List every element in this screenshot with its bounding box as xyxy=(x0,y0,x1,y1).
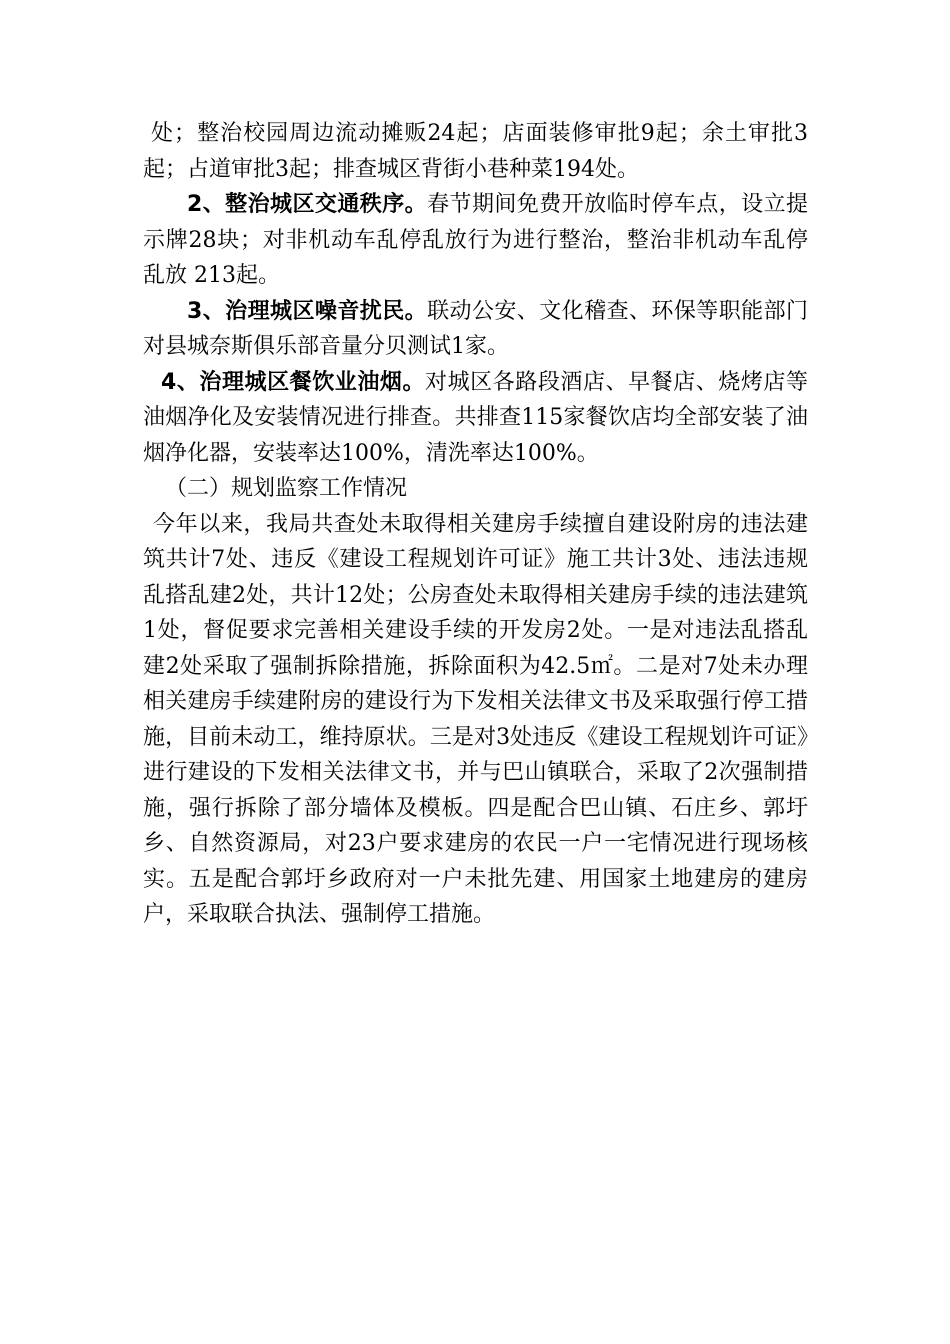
section-title xyxy=(143,471,808,507)
section-title-text: （二）规划监察工作情况 xyxy=(165,476,408,501)
paragraph-heading: 2、整治城区交通秩序。 xyxy=(187,192,428,217)
paragraph-text: 春节期间免费开放临时停车点，设立提示牌28块；对非机动车乱停乱放行为进行整治，整治非机动车乱停乱放 213起。 xyxy=(143,192,808,288)
paragraph-planning-supervision xyxy=(143,507,808,933)
paragraph-continued xyxy=(143,116,808,187)
paragraph-oil-fume xyxy=(143,365,808,472)
paragraph-noise xyxy=(143,294,808,365)
paragraph-text: 处；整治校园周边流动摊贩24起；店面装修审批9起；余土审批3起；占道审批3起；排查城区背街小巷种菜194处。 xyxy=(143,121,808,182)
paragraph-heading: 3、治理城区噪音扰民。 xyxy=(187,298,428,324)
paragraph-text: 今年以来，我局共查处未取得相关建房手续擅自建设附房的违法建筑共计7处、违反《建设工程规划许可证》施工共计3处、违法违规乱搭乱建2处，共计12处；公房查处未取得相关建房手续的违法建筑1处，督促要求完善相关建设手续的开发房2处。一是对违法乱搭乱建2处采取了强制拆除措施，拆除面积为42.5㎡。二是对7处未办理相关建房手续建附房的建设行为下发相关法律文书及采取强行停工措施，目前未动工，维持原状。三是对3处违反《建设工程规划许可证》进行建设的下发相关法律文书，并与巴山镇联合，采取了2次强制措施，强行拆除了部分墙体及模板。四是配合巴山镇、石庄乡、郭圩乡、自然资源局，对23户要求建房的农民一户一宅情况进行现场核实。五是配合郭圩乡政府对一户未批先建、用国家土地建房的建房户，采取联合执法、强制停工措施。 xyxy=(143,511,808,927)
paragraph-traffic-order xyxy=(143,187,808,294)
paragraph-text: 联动公安、文化稽查、环保等职能部门对县城奈斯俱乐部音量分贝测试1家。 xyxy=(143,298,808,359)
paragraph-text: 对城区各路段酒店、早餐店、烧烤店等油烟净化及安装情况进行排查。共排查115家餐饮店均全部安装了油烟净化器，安装率达100%，清洗率达100%。 xyxy=(143,369,808,466)
document-body xyxy=(143,116,808,933)
paragraph-heading: 4、治理城区餐饮业油烟。 xyxy=(161,369,426,395)
